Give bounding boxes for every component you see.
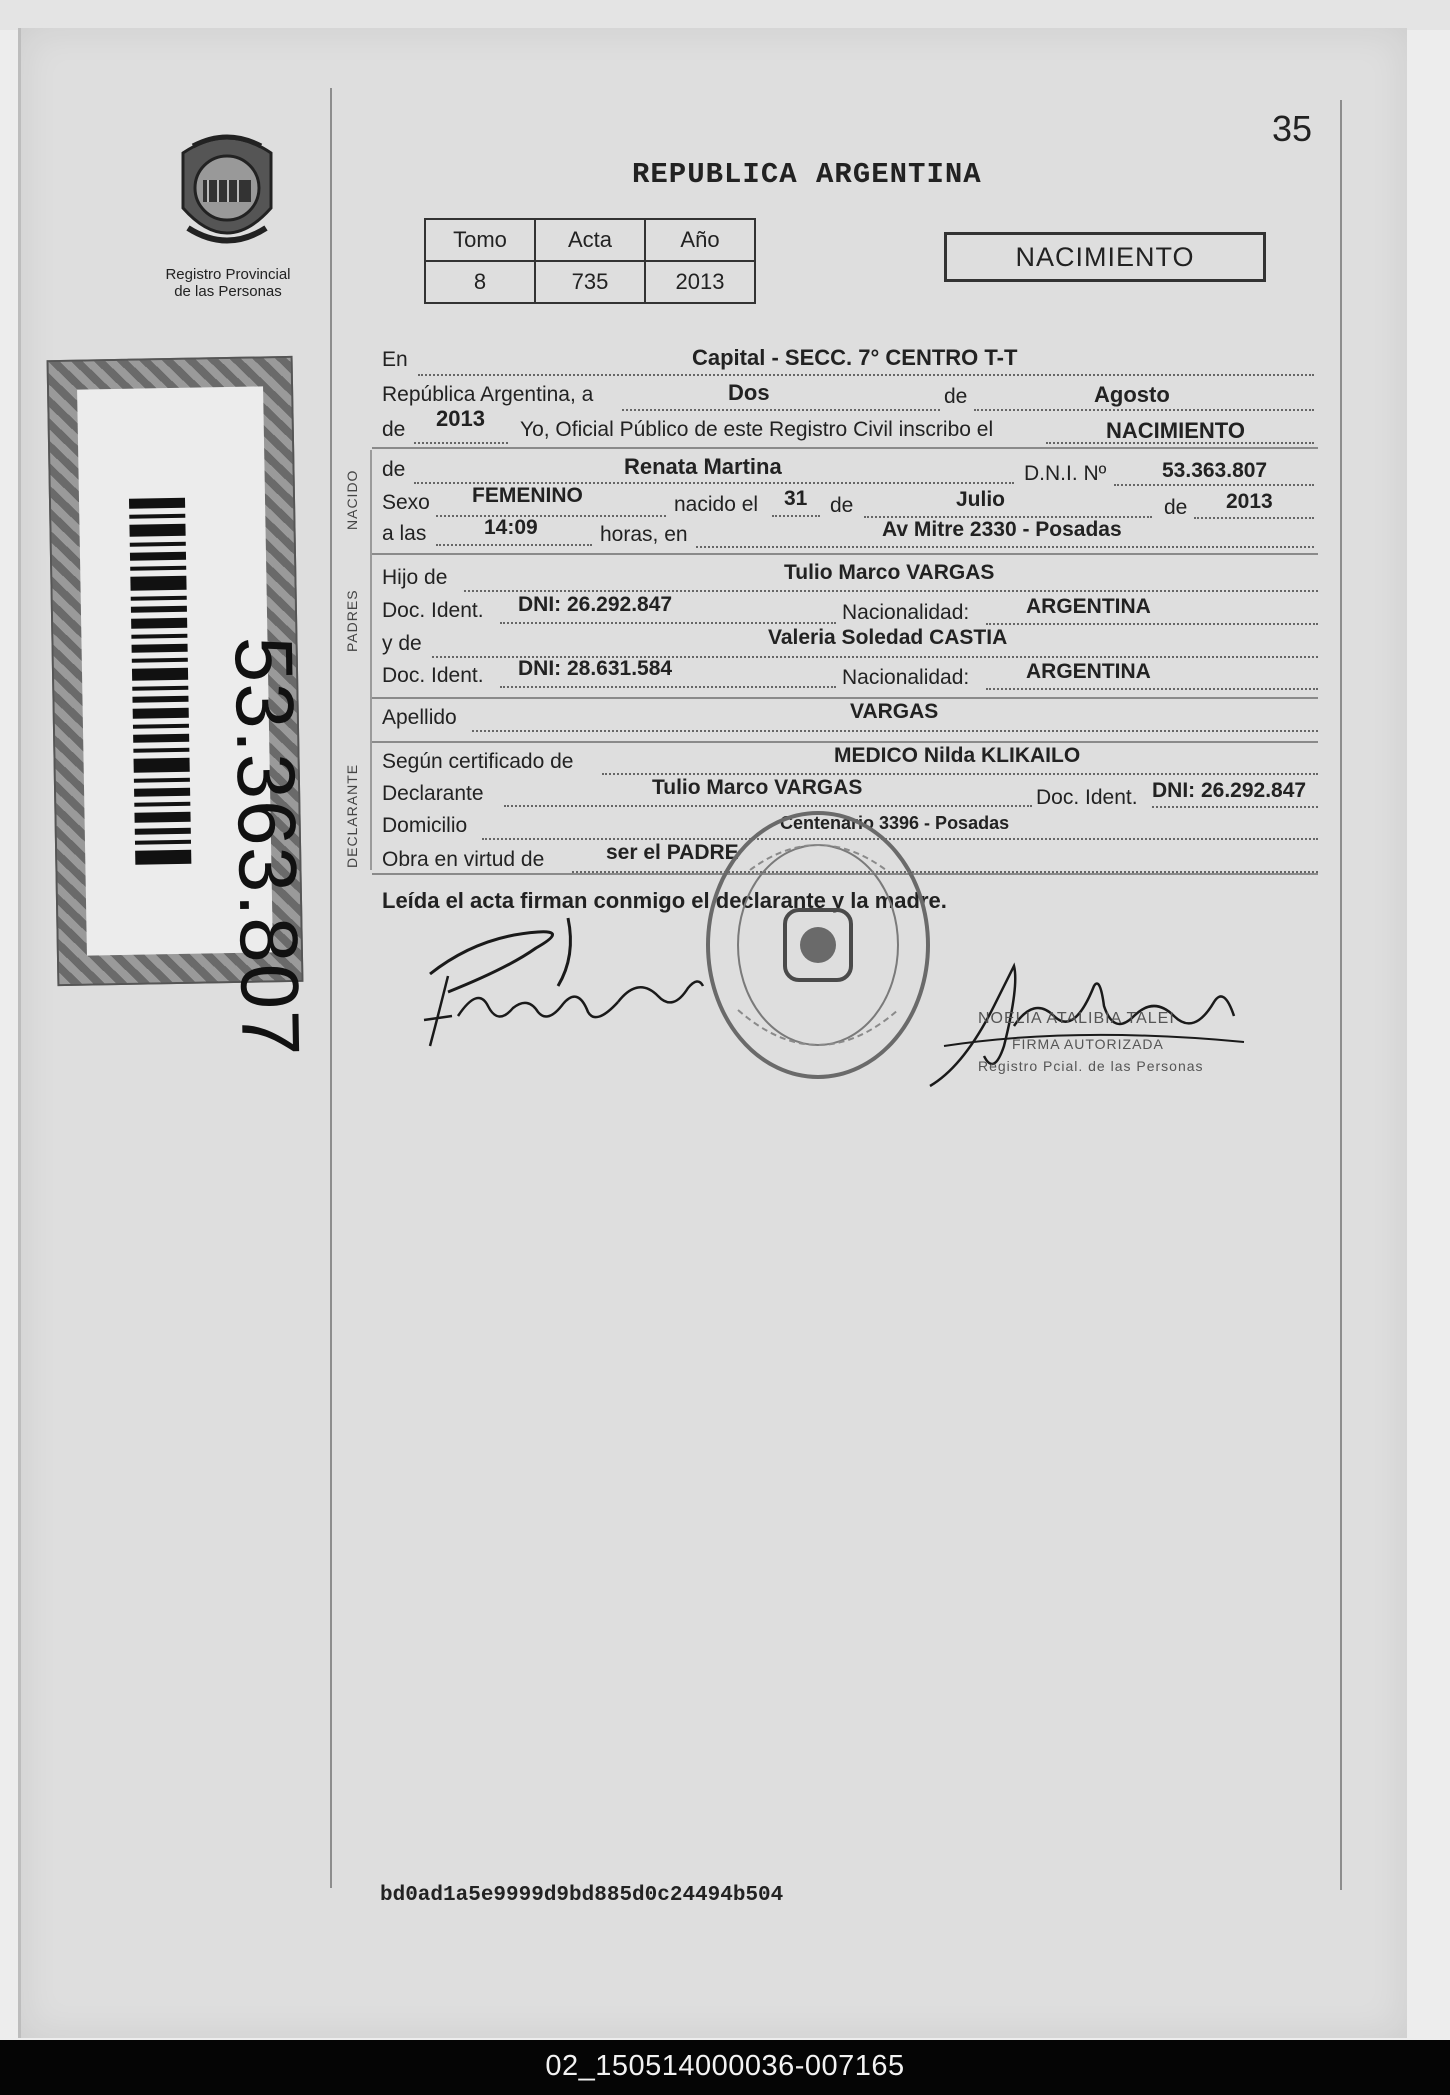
birth-month-value: Julio [956, 488, 1006, 511]
father-doc-value: DNI: 26.292.847 [518, 593, 673, 616]
dotted-line [602, 771, 1318, 775]
record-table [424, 218, 756, 304]
day-value: Dos [728, 380, 770, 405]
barcode-number: 53.363.807 [217, 635, 316, 1058]
official-name: NOELIA ATALIBIA TALEI [978, 1010, 1175, 1027]
registry-label: Registro Provincial de las Personas [165, 266, 291, 300]
record-type-box: NACIMIENTO [944, 232, 1266, 282]
dotted-line [500, 684, 836, 688]
dotted-line [414, 440, 508, 444]
section-label-padres: PADRES [344, 589, 360, 652]
de-nombre-label: de [382, 458, 406, 481]
month-value: Agosto [1094, 382, 1170, 407]
in-virtue-value: ser el PADRE [606, 841, 739, 864]
father-nationality-value: ARGENTINA [1026, 595, 1151, 618]
dotted-line [418, 372, 1314, 376]
country-title: REPUBLICA ARGENTINA [632, 158, 982, 191]
father-name-value: Tulio Marco VARGAS [784, 561, 995, 584]
nac-de2-label: de [1164, 496, 1188, 519]
decl-doc-label: Doc. Ident. [1036, 786, 1138, 809]
obra-label: Obra en virtud de [382, 848, 545, 871]
table-value-anio: 2013 [645, 261, 755, 303]
section-label-declarante: DECLARANTE [344, 763, 360, 868]
dotted-line [986, 621, 1318, 625]
dotted-line [500, 620, 836, 624]
nacionalidad-label: Nacionalidad: [842, 666, 970, 689]
segun-label: Según certificado de [382, 750, 574, 773]
child-name-value: Renata Martina [624, 454, 782, 479]
surname-value: VARGAS [850, 700, 939, 723]
closing-statement: Leída el acta firman conmigo el declarante y la madre. [382, 888, 947, 913]
file-identifier: 02_150514000036-007165 [545, 2050, 905, 2082]
table-value-tomo: 8 [425, 261, 535, 303]
certificate-value: MEDICO Nilda KLIKAILO [834, 744, 1081, 767]
document-hash: bd0ad1a5e9999d9bd885d0c24494b504 [380, 1884, 784, 1907]
en-label: En [382, 348, 408, 371]
place-value: Capital - SECC. 7° CENTRO T-T [692, 345, 1018, 370]
doc-ident-label: Doc. Ident. [382, 599, 484, 622]
table-value-acta: 735 [535, 261, 645, 303]
sexo-label: Sexo [382, 491, 430, 514]
sex-value: FEMENINO [472, 484, 583, 507]
table-header-anio: Año [645, 219, 755, 261]
table-header-tomo: Tomo [425, 219, 535, 261]
section-divider-line [370, 450, 372, 870]
declarante-label: Declarante [382, 782, 484, 805]
dotted-line [436, 542, 592, 546]
official-stamp-icon [690, 800, 946, 1090]
birth-year-value: 2013 [1226, 490, 1273, 513]
declarant-doc-value: DNI: 26.292.847 [1152, 779, 1307, 802]
child-dni-value: 53.363.807 [1162, 459, 1268, 482]
mother-nationality-value: ARGENTINA [1026, 660, 1151, 683]
oficial-text: Yo, Oficial Público de este Registro Civil inscribo el [520, 418, 994, 441]
domicile-value: Centenario 3396 - Posadas [780, 813, 1010, 833]
page-number: 35 [1272, 108, 1313, 149]
mother-name-value: Valeria Soledad CASTIA [768, 626, 1008, 649]
barcode-icon [129, 498, 191, 869]
nacionalidad-label: Nacionalidad: [842, 601, 970, 624]
nacido-el-label: nacido el [674, 493, 759, 516]
section-label-nacido: NACIDO [344, 469, 360, 530]
dotted-line [472, 728, 1318, 732]
declarant-name-value: Tulio Marco VARGAS [652, 776, 863, 799]
de-label: de [944, 385, 968, 408]
apellido-label: Apellido [382, 706, 457, 729]
scan-top-band [0, 0, 1450, 30]
dotted-line [1194, 515, 1314, 519]
dni-label: D.N.I. Nº [1024, 462, 1107, 485]
de2-label: de [382, 418, 406, 441]
dotted-line [986, 686, 1318, 690]
official-organization: Registro Pcial. de las Personas [978, 1058, 1204, 1074]
birth-day-value: 31 [784, 487, 808, 510]
section-separator [372, 447, 1318, 449]
barcode-sticker [47, 356, 316, 1058]
hijo-de-label: Hijo de [382, 566, 448, 589]
birth-place-value: Av Mitre 2330 - Posadas [882, 518, 1122, 541]
dotted-line [436, 513, 666, 517]
nac-de-label: de [830, 494, 854, 517]
horas-en-label: horas, en [600, 523, 688, 546]
inscribo-value: NACIMIENTO [1106, 418, 1245, 443]
republica-label: República Argentina, a [382, 383, 594, 406]
mother-signature-icon [418, 916, 708, 1056]
dotted-line [696, 544, 1314, 548]
right-margin-line [1340, 100, 1342, 1890]
mother-doc-value: DNI: 28.631.584 [518, 657, 673, 680]
doc-ident-label: Doc. Ident. [382, 664, 484, 687]
birth-time-value: 14:09 [484, 516, 538, 539]
y-de-label: y de [382, 632, 422, 655]
dotted-line [1152, 804, 1318, 808]
domicilio-label: Domicilio [382, 814, 468, 837]
section-separator [372, 741, 1318, 743]
provincial-seal-icon [168, 128, 286, 260]
left-margin-line [330, 88, 332, 1888]
dotted-line [772, 513, 820, 517]
dotted-line [622, 407, 940, 411]
year-value: 2013 [436, 406, 485, 431]
section-separator [372, 697, 1318, 699]
table-header-acta: Acta [535, 219, 645, 261]
section-separator [372, 553, 1318, 555]
official-role: FIRMA AUTORIZADA [1012, 1036, 1164, 1052]
a-las-label: a las [382, 522, 427, 545]
dotted-line [464, 588, 1318, 592]
